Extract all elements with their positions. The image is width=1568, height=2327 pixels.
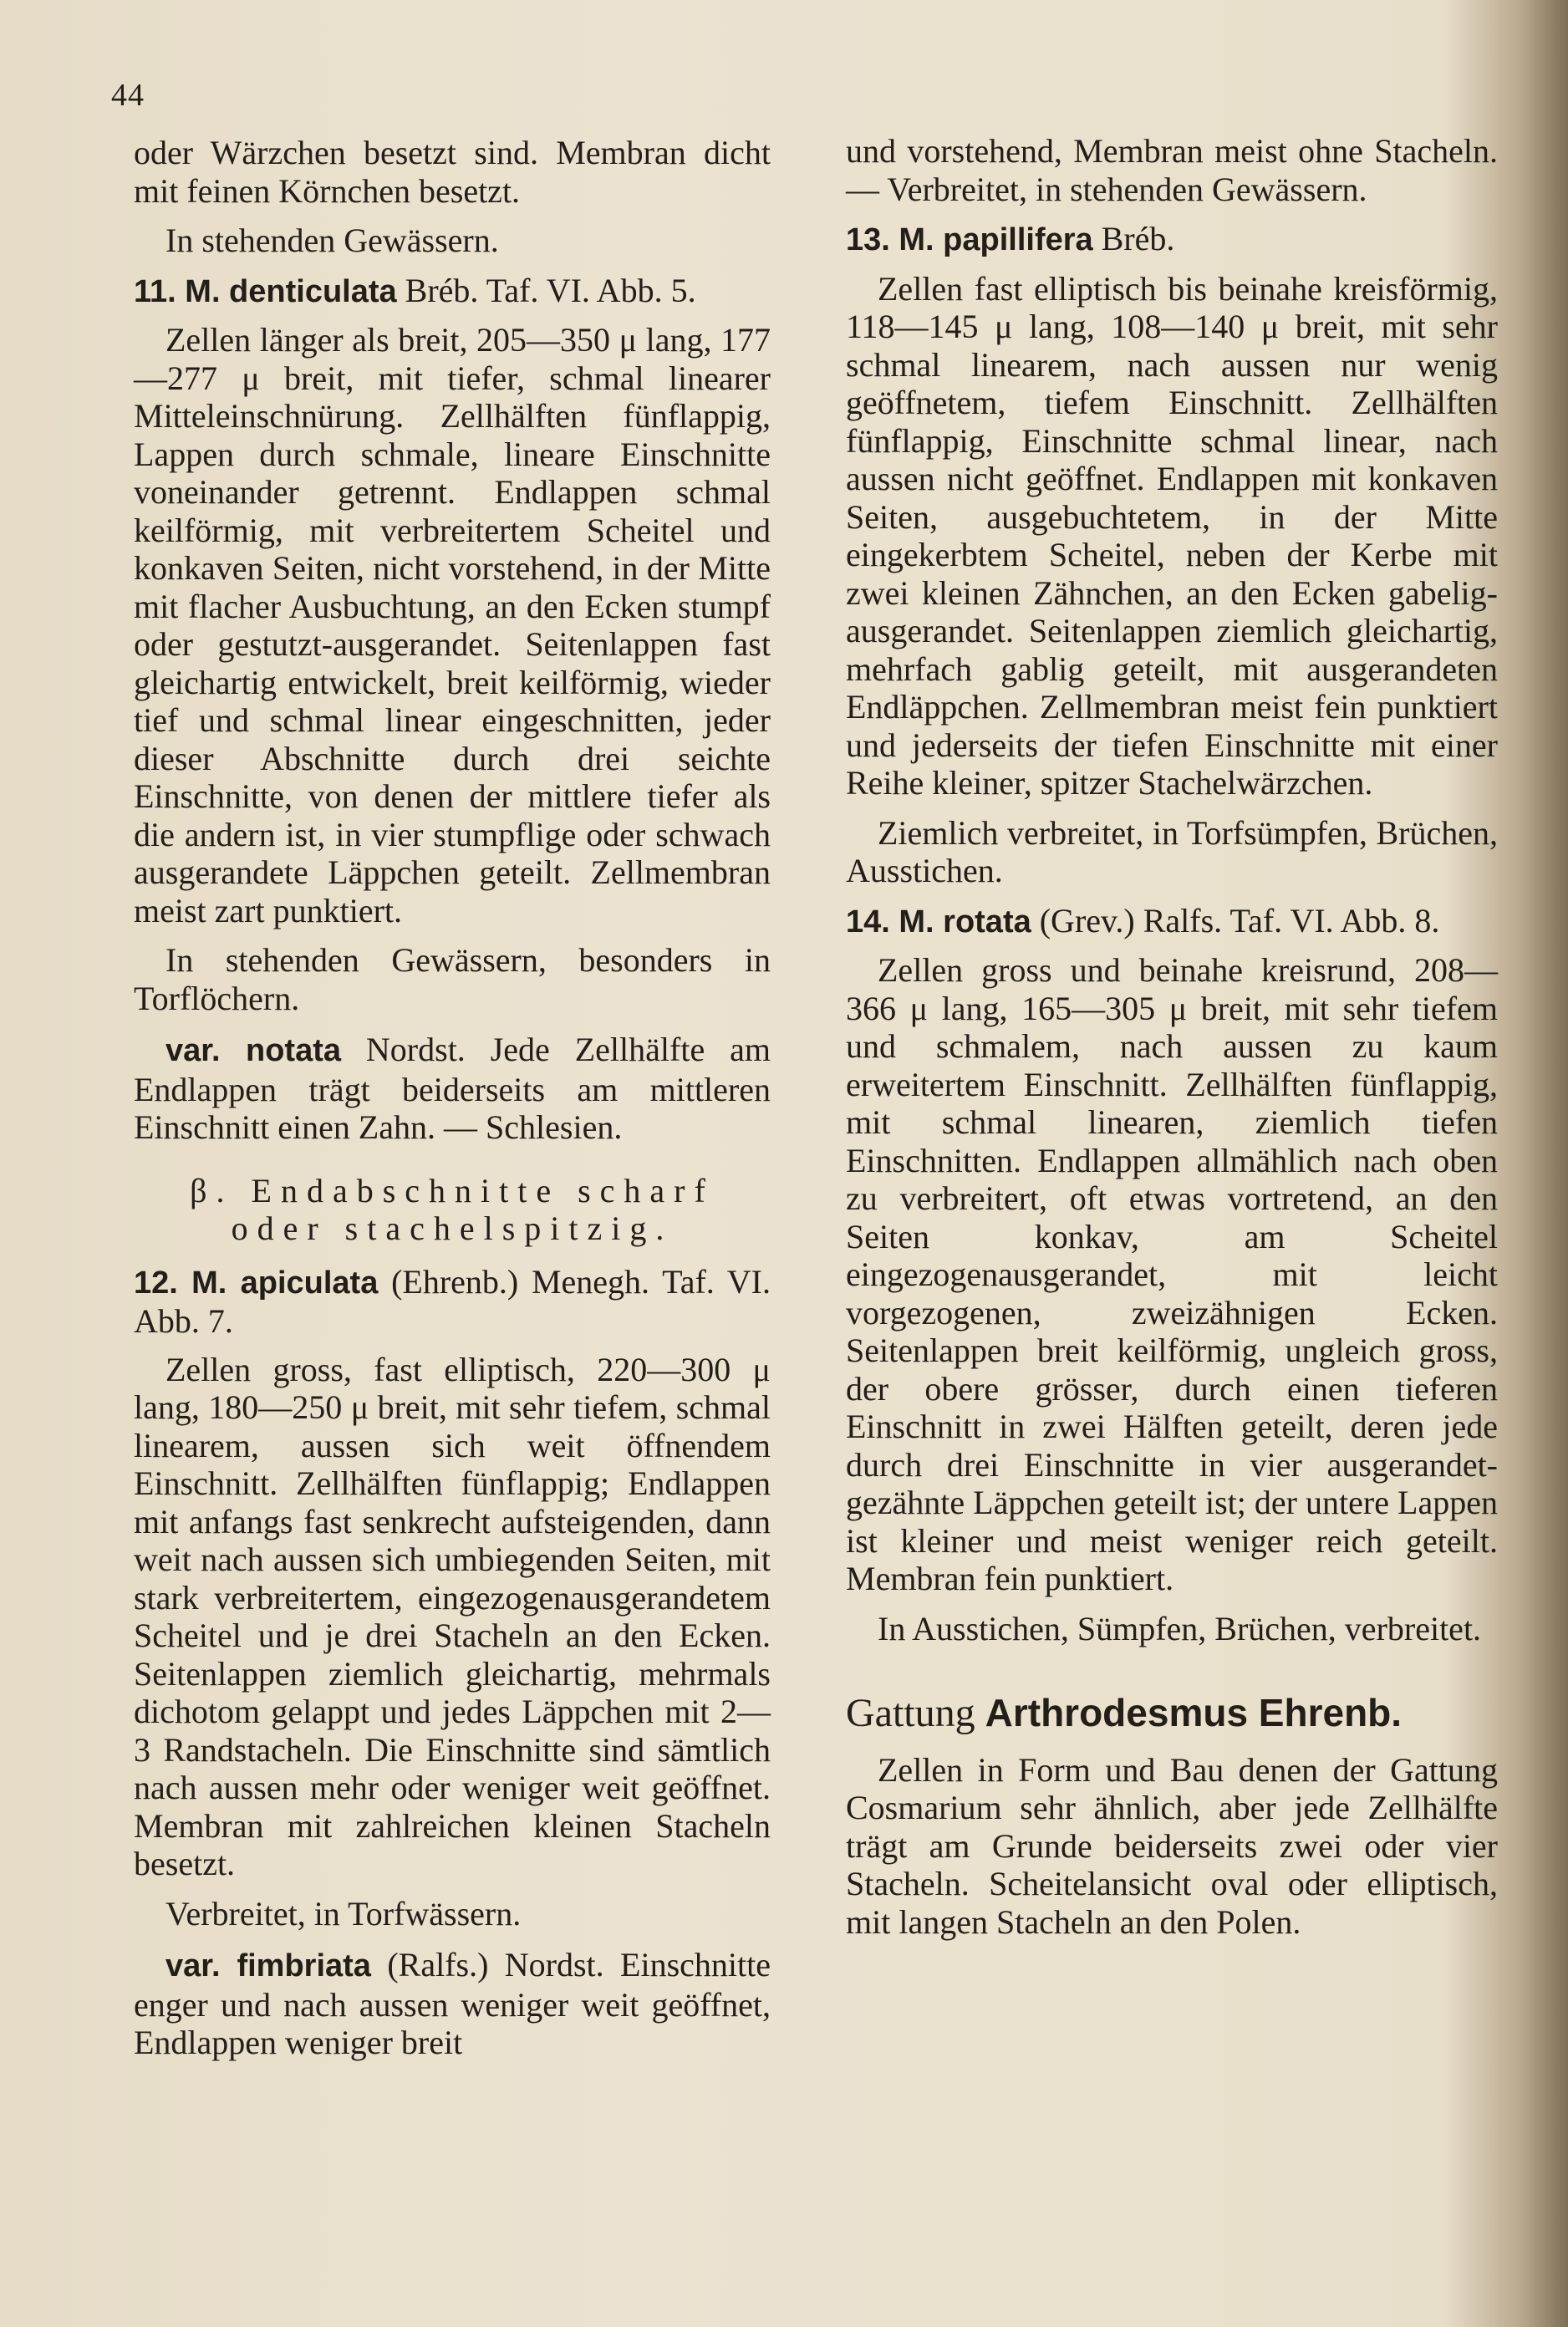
paragraph: oder Wärzchen besetzt sind. Membran dicht mit feinen Körnchen besetzt.: [134, 134, 771, 210]
variety-text: (Ralfs.) Nordst. Einschnitte enger und nach aussen weniger weit geöffnet, Endlappen weniger breit: [134, 1946, 771, 2061]
genus-heading: [846, 1691, 1498, 1735]
species-author: (Grev.) Ralfs. Taf. VI. Abb. 8.: [1031, 901, 1440, 939]
description-paragraph: Zellen gross, fast elliptisch, 220—300 μ lang, 180—250 μ breit, mit sehr tiefem, schmal linearem, aussen sich weit öffnendem Einschnitt. Zellhälften fünflappig; Endlappen mit anfangs fast senkrecht aufsteigenden, dann weit nach aussen sich umbiegenden Seiten, mit stark verbreitertem, eingezogenausgerandetem Scheitel und je drei Stacheln an den Ecken. Seitenlappen ziemlich gleichartig, mehrmals dichotom gelappt und jedes Läppchen mit 2—3 Randstacheln. Die Einschnitte sind sämtlich nach aussen mehr oder weniger weit geöffnet. Membran mit zahlreichen kleinen Stacheln besetzt.: [134, 1350, 771, 1882]
description-paragraph: Zellen länger als breit, 205—350 μ lang, 177—277 μ breit, mit tiefer, schmal linearer Mitteleinschnürung. Zellhälften fünflappig, Lappen durch schmale, lineare Einschnitte voneinander getrennt. Endlappen schmal keilförmig, mit verbreitertem Scheitel und konkaven Seiten, nicht vorstehend, in der Mitte mit flacher Ausbuchtung, an den Ecken stumpf oder gestutzt-ausgerandet. Seitenlappen fast gleichartig entwickelt, breit keilförmig, wieder tief und schmal linear eingeschnitten, jeder dieser Abschnitte durch drei seichte Einschnitte, von denen der mittlere tiefer als die andern ist, in vier stumpflige oder schwach ausgerandete Läppchen geteilt. Zellmembran meist zart punktiert.: [134, 321, 771, 929]
variety-notata: [134, 1031, 771, 1147]
variety-fimbriata: [134, 1946, 771, 2062]
species-heading-14: [846, 902, 1498, 942]
paragraph: und vorstehend, Membran meist ohne Stacheln. — Verbreitet, in stehenden Gewässern.: [846, 132, 1498, 208]
description-paragraph: Zellen fast elliptisch bis beinahe kreisförmig, 118—145 μ lang, 108—140 μ breit, mit sehr schmal linearem, nach aussen nur wenig geöffnetem, tiefem Einschnitt. Zellhälften fünflappig, Einschnitte schmal linear, nach aussen nicht geöffnet. Endlappen mit konkaven Seiten, ausgebuchtetem, in der Mitte eingekerbtem Scheitel, neben der Kerbe mit zwei kleinen Zähnchen, an den Ecken gabelig-ausgerandet. Seitenlappen ziemlich gleichartig, mehrfach gablig geteilt, mit ausgerandeten Endläppchen. Zellmembran meist fein punktiert und jederseits der tiefen Einschnitte mit einer Reihe kleiner, spitzer Stachelwärzchen.: [846, 269, 1498, 802]
genus-name: Arthrodesmus Ehrenb.: [985, 1691, 1403, 1734]
species-author: Bréb.: [1092, 220, 1175, 257]
species-heading-13: [846, 220, 1498, 260]
variety-name: var. fimbriata: [165, 1948, 371, 1983]
species-name: 11. M. denticulata: [134, 273, 397, 309]
section-heading-beta: β. Endabschnitte scharf oder stachelspitzig.: [190, 1171, 715, 1247]
right-column: [846, 132, 1498, 1953]
species-name: 14. M. rotata: [846, 904, 1031, 939]
species-author: (Ehrenb.) Menegh. Taf. VI. Abb. 7.: [134, 1262, 771, 1340]
species-author: Bréb. Taf. VI. Abb. 5.: [396, 271, 696, 309]
genus-description: Zellen in Form und Bau denen der Gattung Cosmarium sehr ähnlich, aber jede Zellhälfte trägt am Grunde beiderseits zwei oder vier Stacheln. Scheitelansicht oval oder elliptisch, mit langen Stacheln an den Polen.: [846, 1750, 1498, 1941]
species-heading-11: [134, 272, 771, 312]
page-number: 44: [111, 78, 145, 113]
description-paragraph: Zellen gross und beinahe kreisrund, 208—366 μ lang, 165—305 μ breit, mit sehr tiefem und schmalem, nach aussen zu kaum erweitertem Einschnitt. Zellhälften fünflappig, mit schmal linearen, ziemlich tiefen Einschnitten. Endlappen allmählich nach oben zu verbreitert, oft etwas vortretend, an den Seiten konkav, am Scheitel eingezogenausgerandet, mit leicht vorgezogenen, zweizähnigen Ecken. Seitenlappen breit keilförmig, ungleich gross, der obere grösser, durch einen tieferen Einschnitt in zwei Hälften geteilt, deren jede durch drei Einschnitte in vier ausgerandet-gezähnte Läppchen geteilt ist; der untere Lappen ist kleiner und meist weniger reich geteilt. Membran fein punktiert.: [846, 951, 1498, 1597]
habitat-note: In stehenden Gewässern, besonders in Torflöchern.: [134, 941, 771, 1017]
variety-name: var. notata: [165, 1033, 341, 1068]
habitat-note: Verbreitet, in Torfwässern.: [165, 1894, 522, 1932]
species-heading-12: [134, 1263, 771, 1341]
species-name: 13. M. papillifera: [846, 222, 1093, 257]
variety-text: Nordst. Jede Zellhälfte am Endlappen trägt beiderseits am mittleren Einschnitt einen Zahn. — Schlesien.: [134, 1031, 771, 1146]
species-name: 12. M. apiculata: [134, 1265, 379, 1301]
habitat-note: Ziemlich verbreitet, in Torfsümpfen, Brüchen, Ausstichen.: [846, 813, 1498, 889]
genus-prefix: Gattung: [846, 1691, 985, 1735]
habitat-note: In Ausstichen, Sümpfen, Brüchen, verbreitet.: [878, 1609, 1482, 1647]
left-column: [134, 134, 771, 2074]
habitat-note: In stehenden Gewässern.: [165, 221, 499, 259]
